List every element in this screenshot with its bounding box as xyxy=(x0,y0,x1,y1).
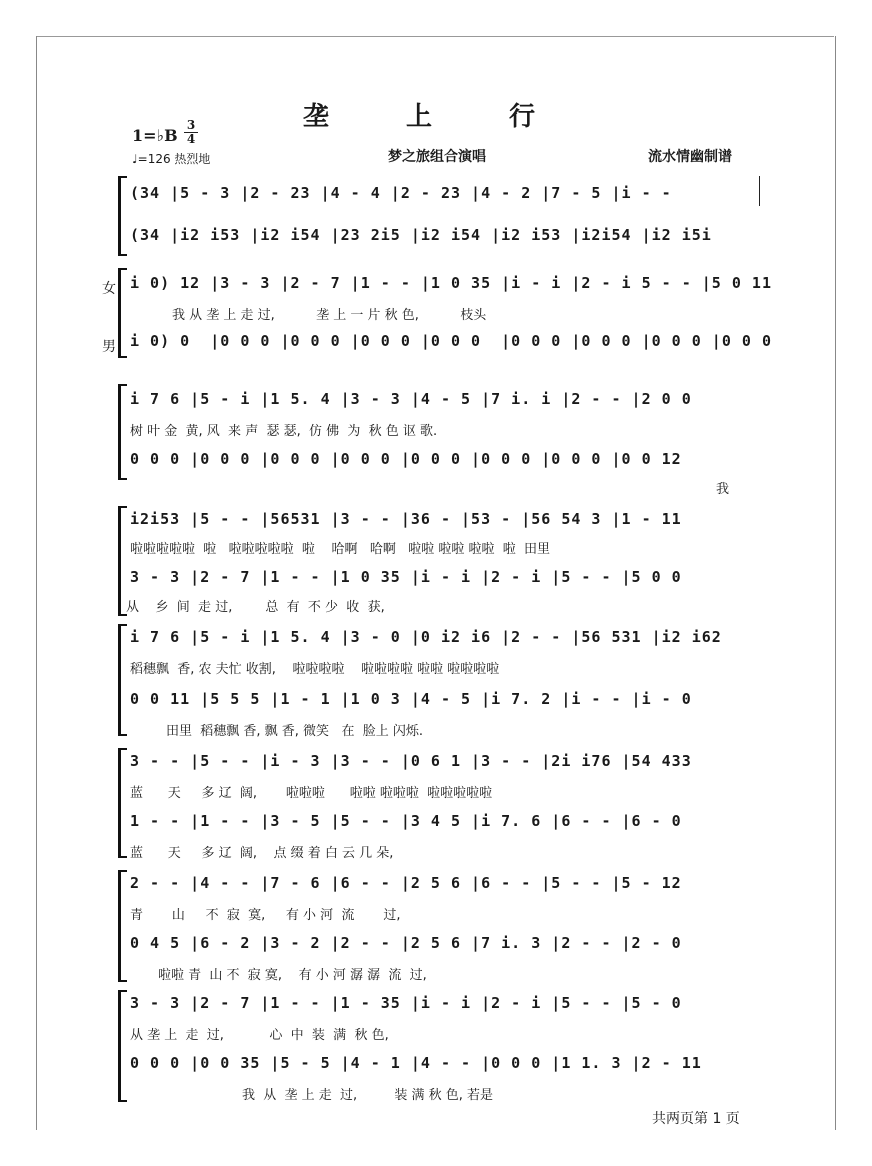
notation-row: (34 |5 - 3 |2 - 23 |4 - 4 |2 - 23 |4 - 2 |7 - 5 |i - - xyxy=(130,184,672,202)
lyric-row: 从 垄 上 走 过, 心 中 装 满 秋 色, xyxy=(130,1028,389,1043)
song-title: 垄 上 行 xyxy=(302,102,570,132)
time-signature-bottom: 4 xyxy=(184,132,198,146)
notation-row: i 0) 12 |3 - 3 |2 - 7 |1 - - |1 0 35 |i - i |2 - i 5 - - |5 0 11 xyxy=(130,274,772,292)
lyric-row: 田里 稻穗飘 香, 飘 香, 微笑 在 脸上 闪烁. xyxy=(166,724,423,739)
lyric-row: 稻穗飘 香, 农 夫忙 收割, 啦啦啦啦 啦啦啦啦 啦啦 啦啦啦啦 xyxy=(130,662,500,677)
lyric-row: 我 从 垄 上 走 过, 垄 上 一 片 秋 色, 枝头 xyxy=(172,308,487,323)
notation-row: (34 |i2 i53 |i2 i54 |23 2i5 |i2 i54 |i2 i53 |i2i54 |i2 i5i xyxy=(130,226,712,244)
lyric-row: 青 山 不 寂 寞, 有 小 河 流 过, xyxy=(130,908,401,923)
notation-row: 3 - 3 |2 - 7 |1 - - |1 - 35 |i - i |2 - i |5 - - |5 - 0 xyxy=(130,994,682,1012)
lyric-row: 我 从 垄 上 走 过, 装 满 秋 色, 若是 xyxy=(242,1088,494,1103)
system-brace xyxy=(118,748,127,858)
notation-row: 0 4 5 |6 - 2 |3 - 2 |2 - - |2 5 6 |7 i. 3 |2 - - |2 - 0 xyxy=(130,934,682,952)
score-system-4 xyxy=(118,624,760,739)
score-system-5 xyxy=(118,748,760,861)
voice-label-male: 男 xyxy=(102,339,116,355)
voice-label-female: 女 xyxy=(102,281,116,297)
time-signature xyxy=(184,119,198,146)
notation-row: i2i53 |5 - - |56531 |3 - - |36 - |53 - |56 54 3 |1 - 11 xyxy=(130,510,682,528)
system-brace xyxy=(118,990,127,1102)
score-system-3 xyxy=(118,506,760,616)
score-system-intro xyxy=(118,176,760,256)
lyric-row: 啦啦啦啦啦 啦 啦啦啦啦啦 啦 哈啊 哈啊 啦啦 啦啦 啦啦 啦 田里 xyxy=(130,542,551,557)
notation-row: 0 0 11 |5 5 5 |1 - 1 |1 0 3 |4 - 5 |i 7. 2 |i - - |i - 0 xyxy=(130,690,692,708)
tempo-marking: ♩=126 热烈地 xyxy=(132,152,211,166)
notation-row: 3 - 3 |2 - 7 |1 - - |1 0 35 |i - i |2 - i |5 - - |5 0 0 xyxy=(130,568,682,586)
notation-row: 3 - - |5 - - |i - 3 |3 - - |0 6 1 |3 - - |2i i76 |54 433 xyxy=(130,752,692,770)
page-number: 共两页第 1 页 xyxy=(652,1111,740,1127)
notation-row: 0 0 0 |0 0 0 |0 0 0 |0 0 0 |0 0 0 |0 0 0 |0 0 0 |0 0 12 xyxy=(130,450,682,468)
system-brace xyxy=(118,268,127,358)
notation-row: 2 - - |4 - - |7 - 6 |6 - - |2 5 6 |6 - - |5 - - |5 - 12 xyxy=(130,874,682,892)
notation-row: 1 - - |1 - - |3 - 5 |5 - - |3 4 5 |i 7. 6 |6 - - |6 - 0 xyxy=(130,812,682,830)
arranger-credit: 流水情幽制谱 xyxy=(648,149,732,165)
lyric-row: 啦啦 青 山 不 寂 寞, 有 小 河 潺 潺 流 过, xyxy=(158,968,427,983)
score-system-2 xyxy=(118,384,760,480)
lyric-row: 蓝 天 多 辽 阔, 啦啦啦 啦啦 啦啦啦 啦啦啦啦啦 xyxy=(130,786,493,801)
time-signature-top: 3 xyxy=(186,118,196,132)
performer-credit: 梦之旅组合演唱 xyxy=(388,149,486,165)
bar-line-end xyxy=(759,176,760,206)
notation-row: i 7 6 |5 - i |1 5. 4 |3 - 0 |0 i2 i6 |2 - - |56 531 |i2 i62 xyxy=(130,628,722,646)
notation-row: i 0) 0 |0 0 0 |0 0 0 |0 0 0 |0 0 0 |0 0 0 |0 0 0 |0 0 0 |0 0 0 xyxy=(130,332,772,350)
lyric-row: 树 叶 金 黄, 风 来 声 瑟 瑟, 仿 佛 为 秋 色 讴 歌. xyxy=(130,424,438,439)
system-brace xyxy=(118,624,127,736)
system-brace xyxy=(118,870,127,982)
notation-row: 0 0 0 |0 0 35 |5 - 5 |4 - 1 |4 - - |0 0 0 |1 1. 3 |2 - 11 xyxy=(130,1054,702,1072)
notation-row: i 7 6 |5 - i |1 5. 4 |3 - 3 |4 - 5 |7 i. i |2 - - |2 0 0 xyxy=(130,390,692,408)
key-signature: 1=♭B xyxy=(132,126,178,145)
score-system-6 xyxy=(118,870,760,982)
lyric-row: 蓝 天 多 辽 阔, 点 缀 着 白 云 几 朵, xyxy=(130,846,394,861)
lyric-row: 从 乡 间 走 过, 总 有 不 少 收 获, xyxy=(126,600,385,615)
system-brace xyxy=(118,176,127,256)
system-brace xyxy=(118,384,127,480)
score-system-7 xyxy=(118,990,760,1102)
score-system-1 xyxy=(118,268,772,358)
lyric-pickup: 我 xyxy=(716,482,730,497)
